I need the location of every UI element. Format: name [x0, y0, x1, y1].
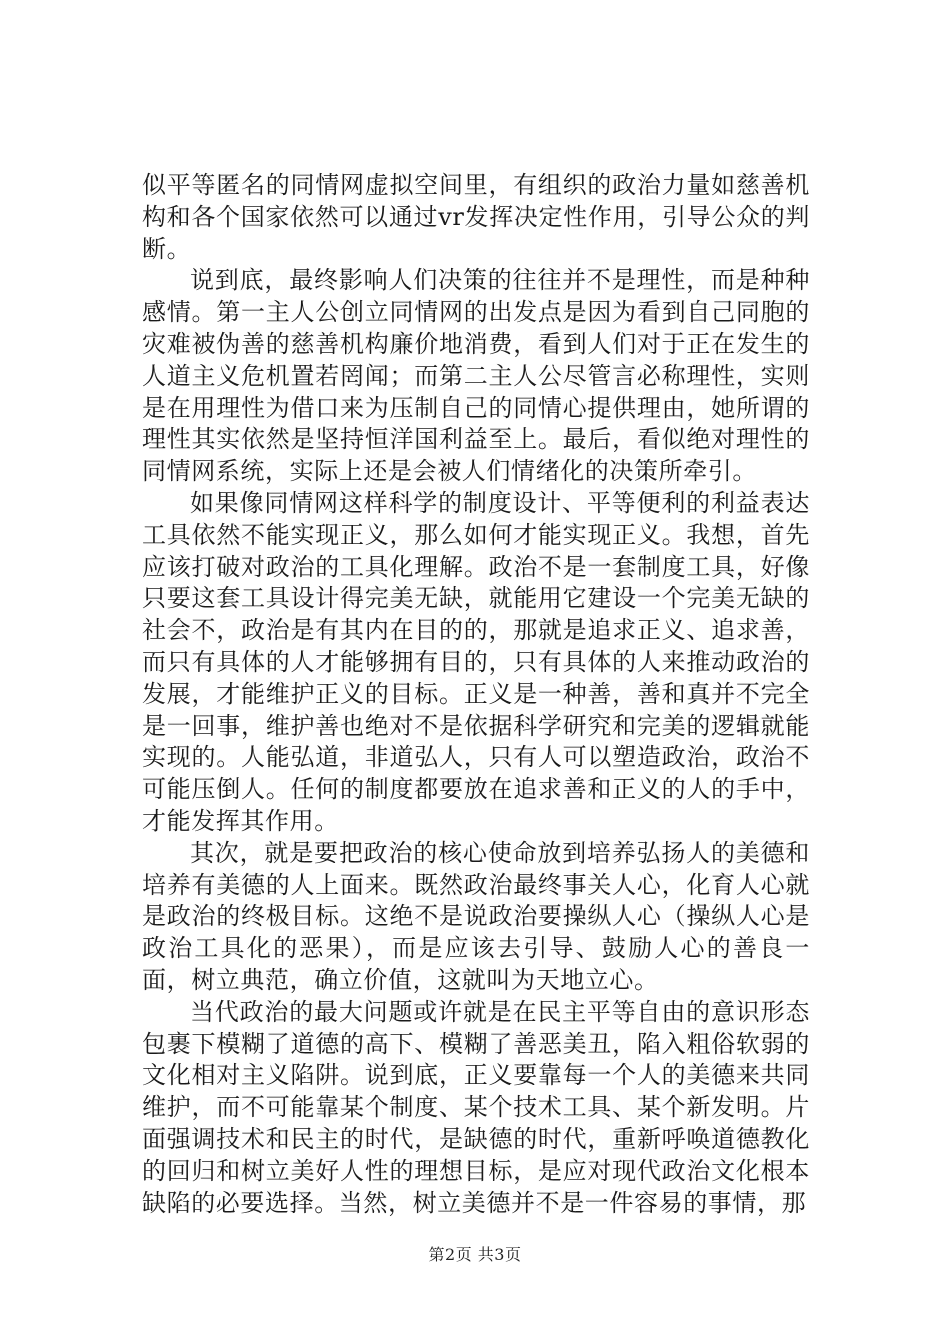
paragraph-continuation: 似平等匿名的同情网虚拟空间里，有组织的政治力量如慈善机构和各个国家依然可以通过vr发挥决定性作用，引导公众的判断。	[142, 171, 810, 263]
paragraph-modern-politics: 当代政治的最大问题或许就是在民主平等自由的意识形态包裹下模糊了道德的高下、模糊了善恶美丑，陷入粗俗软弱的文化相对主义陷阱。说到底，正义要靠每一个人的美德来共同维护，而不可能靠某个制度、某个技术工具、某个新发明。片面强调技术和民主的时代，是缺德的时代，重新呼唤道德教化的回归和树立美好人性的理想目标，是应对现代政治文化根本缺陷的必要选择。当然，树立美德并不是一件容易的事情，那	[142, 997, 810, 1217]
page-footer: 第2页 共3页	[428, 1245, 522, 1264]
paragraph-emotion-vs-reason: 说到底，最终影响人们决策的往往并不是理性，而是种种感情。第一主人公创立同情网的出发点是因为看到自己同胞的灾难被伪善的慈善机构廉价地消费，看到人们对于正在发生的人道主义危机置若罔闻；而第二主人公尽管言必称理性，实则是在用理性为借口来为压制自己的同情心提供理由，她所谓的理性其实依然是坚持恒洋国利益至上。最后，看似绝对理性的同情网系统，实际上还是会被人们情绪化的决策所牵引。	[142, 266, 810, 486]
paragraph-cultivate-virtue: 其次，就是要把政治的核心使命放到培养弘扬人的美德和培养有美德的人上面来。既然政治最终事关人心，化育人心就是政治的终极目标。这绝不是说政治要操纵人心（操纵人心是政治工具化的恶果），而是应该去引导、鼓励人心的善良一面，树立典范，确立价值，这就叫为天地立心。	[142, 838, 810, 994]
document-body	[142, 170, 810, 1219]
paragraph-justice-instrumental: 如果像同情网这样科学的制度设计、平等便利的利益表达工具依然不能实现正义，那么如何才能实现正义。我想，首先应该打破对政治的工具化理解。政治不是一套制度工具，好像只要这套工具设计得完美无缺，就能用它建设一个完美无缺的社会不，政治是有其内在目的的，那就是追求正义、追求善，而只有具体的人才能够拥有目的，只有具体的人来推动政治的发展，才能维护正义的目标。正义是一种善，善和真并不完全是一回事，维护善也绝对不是依据科学研究和完美的逻辑就能实现的。人能弘道，非道弘人，只有人可以塑造政治，政治不可能压倒人。任何的制度都要放在追求善和正义的人的手中，才能发挥其作用。	[142, 488, 810, 835]
